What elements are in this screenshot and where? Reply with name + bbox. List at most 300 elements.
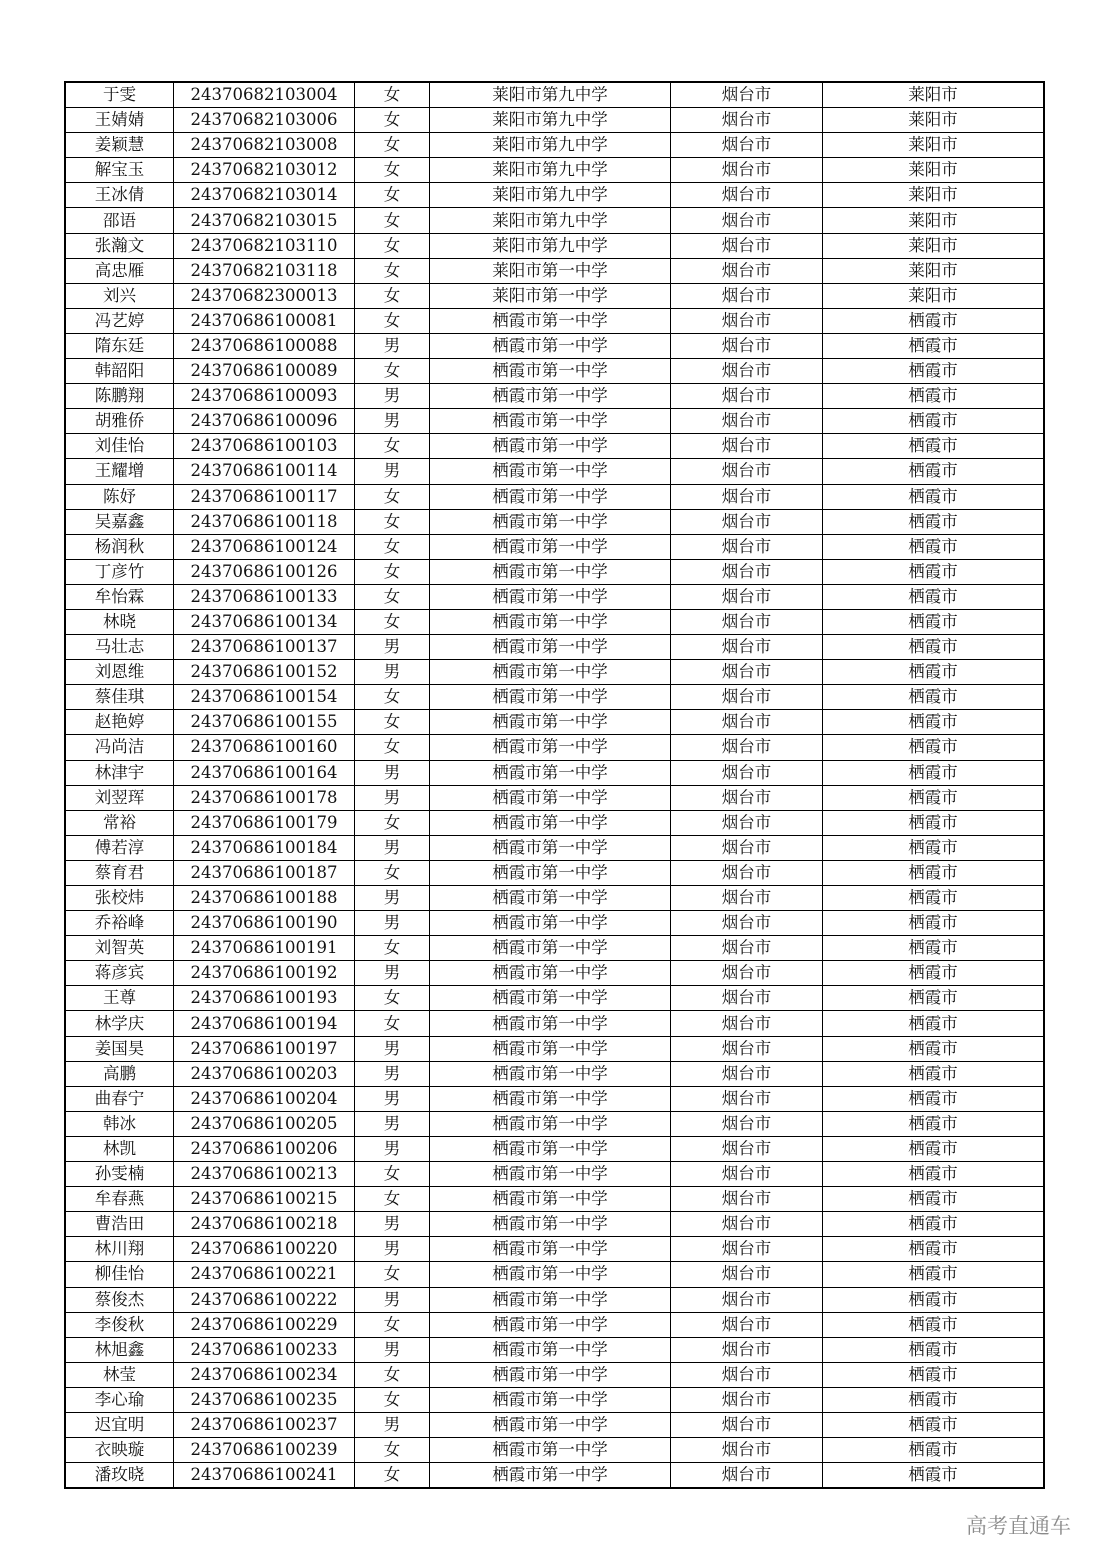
school-cell: 莱阳市第九中学 — [430, 208, 671, 233]
city-cell: 烟台市 — [671, 1362, 823, 1387]
school-cell: 栖霞市第一中学 — [430, 710, 671, 735]
student-id-cell: 24370686100187 — [174, 860, 355, 885]
gender-cell: 男 — [355, 384, 430, 409]
student-id-cell: 24370686100235 — [174, 1387, 355, 1412]
table-row — [65, 1111, 1044, 1136]
county-cell: 栖霞市 — [823, 359, 1045, 384]
gender-cell: 女 — [355, 1011, 430, 1036]
school-cell: 莱阳市第九中学 — [430, 233, 671, 258]
city-cell: 烟台市 — [671, 158, 823, 183]
gender-cell: 女 — [355, 1262, 430, 1287]
table-row — [65, 1463, 1044, 1489]
school-cell: 莱阳市第九中学 — [430, 108, 671, 133]
school-cell: 栖霞市第一中学 — [430, 1362, 671, 1387]
gender-cell: 男 — [355, 333, 430, 358]
student-id-cell: 24370686100197 — [174, 1036, 355, 1061]
student-name-cell: 林津宇 — [65, 760, 174, 785]
student-name-cell: 常裕 — [65, 810, 174, 835]
table-row — [65, 459, 1044, 484]
county-cell: 栖霞市 — [823, 1387, 1045, 1412]
student-name-cell: 林晓 — [65, 609, 174, 634]
school-cell: 栖霞市第一中学 — [430, 860, 671, 885]
table-row — [65, 835, 1044, 860]
county-cell: 栖霞市 — [823, 1136, 1045, 1161]
city-cell: 烟台市 — [671, 635, 823, 660]
gender-cell: 男 — [355, 1061, 430, 1086]
city-cell: 烟台市 — [671, 1463, 823, 1489]
county-cell: 栖霞市 — [823, 1463, 1045, 1489]
gender-cell: 女 — [355, 82, 430, 108]
county-cell: 莱阳市 — [823, 208, 1045, 233]
county-cell: 栖霞市 — [823, 760, 1045, 785]
student-id-cell: 24370686100204 — [174, 1086, 355, 1111]
roster-body — [65, 82, 1044, 1488]
table-row — [65, 1136, 1044, 1161]
school-cell: 栖霞市第一中学 — [430, 911, 671, 936]
school-cell: 栖霞市第一中学 — [430, 609, 671, 634]
gender-cell: 女 — [355, 133, 430, 158]
table-row — [65, 233, 1044, 258]
student-id-cell: 24370686100088 — [174, 333, 355, 358]
city-cell: 烟台市 — [671, 1262, 823, 1287]
table-row — [65, 584, 1044, 609]
student-name-cell: 曹浩田 — [65, 1212, 174, 1237]
student-name-cell: 蒋彦宾 — [65, 961, 174, 986]
student-id-cell: 24370686100222 — [174, 1287, 355, 1312]
county-cell: 栖霞市 — [823, 835, 1045, 860]
city-cell: 烟台市 — [671, 133, 823, 158]
county-cell: 莱阳市 — [823, 233, 1045, 258]
gender-cell: 女 — [355, 710, 430, 735]
gender-cell: 女 — [355, 1387, 430, 1412]
student-name-cell: 姜颖慧 — [65, 133, 174, 158]
school-cell: 栖霞市第一中学 — [430, 384, 671, 409]
student-name-cell: 李俊秋 — [65, 1312, 174, 1337]
city-cell: 烟台市 — [671, 1312, 823, 1337]
student-name-cell: 张瀚文 — [65, 233, 174, 258]
student-name-cell: 蔡育君 — [65, 860, 174, 885]
county-cell: 栖霞市 — [823, 810, 1045, 835]
city-cell: 烟台市 — [671, 409, 823, 434]
student-id-cell: 24370682300013 — [174, 283, 355, 308]
table-row — [65, 1387, 1044, 1412]
table-row — [65, 1036, 1044, 1061]
school-cell: 栖霞市第一中学 — [430, 1136, 671, 1161]
gender-cell: 女 — [355, 108, 430, 133]
student-name-cell: 李心瑜 — [65, 1387, 174, 1412]
student-name-cell: 丁彦竹 — [65, 559, 174, 584]
student-id-cell: 24370686100178 — [174, 785, 355, 810]
city-cell: 烟台市 — [671, 459, 823, 484]
school-cell: 栖霞市第一中学 — [430, 1111, 671, 1136]
gender-cell: 男 — [355, 1337, 430, 1362]
gender-cell: 男 — [355, 961, 430, 986]
student-name-cell: 于雯 — [65, 82, 174, 108]
school-cell: 栖霞市第一中学 — [430, 961, 671, 986]
gender-cell: 女 — [355, 559, 430, 584]
county-cell: 栖霞市 — [823, 609, 1045, 634]
county-cell: 莱阳市 — [823, 283, 1045, 308]
county-cell: 栖霞市 — [823, 584, 1045, 609]
school-cell: 栖霞市第一中学 — [430, 1412, 671, 1437]
gender-cell: 男 — [355, 409, 430, 434]
county-cell: 栖霞市 — [823, 333, 1045, 358]
student-name-cell: 刘智英 — [65, 936, 174, 961]
gender-cell: 男 — [355, 1136, 430, 1161]
student-id-cell: 24370686100133 — [174, 584, 355, 609]
school-cell: 莱阳市第九中学 — [430, 158, 671, 183]
table-row — [65, 1337, 1044, 1362]
student-name-cell: 邵语 — [65, 208, 174, 233]
school-cell: 栖霞市第一中学 — [430, 1086, 671, 1111]
school-cell: 栖霞市第一中学 — [430, 986, 671, 1011]
gender-cell: 男 — [355, 1036, 430, 1061]
gender-cell: 女 — [355, 283, 430, 308]
student-id-cell: 24370686100152 — [174, 660, 355, 685]
county-cell: 栖霞市 — [823, 1187, 1045, 1212]
student-name-cell: 林旭鑫 — [65, 1337, 174, 1362]
table-row — [65, 1362, 1044, 1387]
county-cell: 莱阳市 — [823, 82, 1045, 108]
student-name-cell: 冯尚洁 — [65, 735, 174, 760]
table-row — [65, 685, 1044, 710]
city-cell: 烟台市 — [671, 735, 823, 760]
gender-cell: 女 — [355, 810, 430, 835]
table-row — [65, 333, 1044, 358]
school-cell: 栖霞市第一中学 — [430, 1036, 671, 1061]
gender-cell: 男 — [355, 886, 430, 911]
gender-cell: 女 — [355, 208, 430, 233]
county-cell: 栖霞市 — [823, 1362, 1045, 1387]
city-cell: 烟台市 — [671, 961, 823, 986]
gender-cell: 女 — [355, 359, 430, 384]
county-cell: 栖霞市 — [823, 886, 1045, 911]
student-id-cell: 24370686100233 — [174, 1337, 355, 1362]
student-name-cell: 王尊 — [65, 986, 174, 1011]
county-cell: 莱阳市 — [823, 158, 1045, 183]
gender-cell: 女 — [355, 1362, 430, 1387]
school-cell: 栖霞市第一中学 — [430, 333, 671, 358]
table-row — [65, 283, 1044, 308]
county-cell: 栖霞市 — [823, 1412, 1045, 1437]
student-name-cell: 迟宜明 — [65, 1412, 174, 1437]
city-cell: 烟台市 — [671, 509, 823, 534]
school-cell: 栖霞市第一中学 — [430, 1463, 671, 1489]
school-cell: 莱阳市第九中学 — [430, 82, 671, 108]
gender-cell: 女 — [355, 986, 430, 1011]
county-cell: 栖霞市 — [823, 459, 1045, 484]
city-cell: 烟台市 — [671, 1111, 823, 1136]
table-row — [65, 534, 1044, 559]
student-name-cell: 蔡俊杰 — [65, 1287, 174, 1312]
table-row — [65, 911, 1044, 936]
gender-cell: 女 — [355, 860, 430, 885]
gender-cell: 女 — [355, 609, 430, 634]
table-row — [65, 961, 1044, 986]
student-id-cell: 24370686100184 — [174, 835, 355, 860]
table-row — [65, 860, 1044, 885]
gender-cell: 男 — [355, 785, 430, 810]
city-cell: 烟台市 — [671, 1287, 823, 1312]
student-name-cell: 高忠雁 — [65, 258, 174, 283]
county-cell: 栖霞市 — [823, 1337, 1045, 1362]
student-id-cell: 24370686100206 — [174, 1136, 355, 1161]
table-row — [65, 1438, 1044, 1463]
city-cell: 烟台市 — [671, 1086, 823, 1111]
gender-cell: 男 — [355, 911, 430, 936]
city-cell: 烟台市 — [671, 685, 823, 710]
county-cell: 栖霞市 — [823, 1086, 1045, 1111]
city-cell: 烟台市 — [671, 1438, 823, 1463]
student-id-cell: 24370686100229 — [174, 1312, 355, 1337]
table-row — [65, 82, 1044, 108]
gender-cell: 女 — [355, 183, 430, 208]
table-row — [65, 384, 1044, 409]
county-cell: 栖霞市 — [823, 710, 1045, 735]
county-cell: 栖霞市 — [823, 785, 1045, 810]
county-cell: 栖霞市 — [823, 1011, 1045, 1036]
school-cell: 莱阳市第九中学 — [430, 183, 671, 208]
watermark-text: 高考直通车 — [966, 1514, 1071, 1538]
student-id-cell: 24370686100215 — [174, 1187, 355, 1212]
student-name-cell: 解宝玉 — [65, 158, 174, 183]
student-id-cell: 24370682103110 — [174, 233, 355, 258]
student-id-cell: 24370686100134 — [174, 609, 355, 634]
county-cell: 莱阳市 — [823, 183, 1045, 208]
city-cell: 烟台市 — [671, 1387, 823, 1412]
school-cell: 栖霞市第一中学 — [430, 534, 671, 559]
school-cell: 栖霞市第一中学 — [430, 760, 671, 785]
student-name-cell: 杨润秋 — [65, 534, 174, 559]
student-id-cell: 24370686100081 — [174, 308, 355, 333]
table-row — [65, 1412, 1044, 1437]
county-cell: 莱阳市 — [823, 108, 1045, 133]
student-name-cell: 牟怡霖 — [65, 584, 174, 609]
student-name-cell: 张校炜 — [65, 886, 174, 911]
gender-cell: 女 — [355, 484, 430, 509]
city-cell: 烟台市 — [671, 82, 823, 108]
student-id-cell: 24370686100089 — [174, 359, 355, 384]
table-row — [65, 1162, 1044, 1187]
gender-cell: 男 — [355, 459, 430, 484]
student-id-cell: 24370686100191 — [174, 936, 355, 961]
county-cell: 莱阳市 — [823, 258, 1045, 283]
city-cell: 烟台市 — [671, 584, 823, 609]
county-cell: 栖霞市 — [823, 1262, 1045, 1287]
county-cell: 栖霞市 — [823, 1162, 1045, 1187]
student-id-cell: 24370686100124 — [174, 534, 355, 559]
student-name-cell: 陈鹏翔 — [65, 384, 174, 409]
table-row — [65, 1262, 1044, 1287]
county-cell: 栖霞市 — [823, 409, 1045, 434]
school-cell: 栖霞市第一中学 — [430, 735, 671, 760]
gender-cell: 女 — [355, 584, 430, 609]
city-cell: 烟台市 — [671, 785, 823, 810]
gender-cell: 女 — [355, 1463, 430, 1489]
table-row — [65, 660, 1044, 685]
table-row — [65, 710, 1044, 735]
table-row — [65, 308, 1044, 333]
table-row — [65, 810, 1044, 835]
city-cell: 烟台市 — [671, 183, 823, 208]
student-id-cell: 24370686100194 — [174, 1011, 355, 1036]
county-cell: 栖霞市 — [823, 735, 1045, 760]
student-id-cell: 24370686100190 — [174, 911, 355, 936]
table-row — [65, 1011, 1044, 1036]
gender-cell: 女 — [355, 233, 430, 258]
county-cell: 栖霞市 — [823, 308, 1045, 333]
gender-cell: 女 — [355, 685, 430, 710]
school-cell: 栖霞市第一中学 — [430, 1438, 671, 1463]
student-name-cell: 冯艺婷 — [65, 308, 174, 333]
school-cell: 栖霞市第一中学 — [430, 835, 671, 860]
table-row — [65, 484, 1044, 509]
county-cell: 栖霞市 — [823, 559, 1045, 584]
city-cell: 烟台市 — [671, 1061, 823, 1086]
table-row — [65, 108, 1044, 133]
city-cell: 烟台市 — [671, 208, 823, 233]
table-row — [65, 635, 1044, 660]
city-cell: 烟台市 — [671, 911, 823, 936]
city-cell: 烟台市 — [671, 434, 823, 459]
table-row — [65, 258, 1044, 283]
student-id-cell: 24370686100179 — [174, 810, 355, 835]
gender-cell: 男 — [355, 1237, 430, 1262]
gender-cell: 女 — [355, 1187, 430, 1212]
city-cell: 烟台市 — [671, 835, 823, 860]
gender-cell: 女 — [355, 158, 430, 183]
student-name-cell: 韩韶阳 — [65, 359, 174, 384]
student-id-cell: 24370686100137 — [174, 635, 355, 660]
school-cell: 栖霞市第一中学 — [430, 1287, 671, 1312]
gender-cell: 女 — [355, 936, 430, 961]
county-cell: 栖霞市 — [823, 685, 1045, 710]
student-id-cell: 24370686100203 — [174, 1061, 355, 1086]
county-cell: 栖霞市 — [823, 1212, 1045, 1237]
city-cell: 烟台市 — [671, 710, 823, 735]
table-row — [65, 1187, 1044, 1212]
table-row — [65, 785, 1044, 810]
gender-cell: 男 — [355, 1412, 430, 1437]
table-row — [65, 760, 1044, 785]
city-cell: 烟台市 — [671, 108, 823, 133]
county-cell: 栖霞市 — [823, 1237, 1045, 1262]
table-row — [65, 434, 1044, 459]
student-id-cell: 24370686100220 — [174, 1237, 355, 1262]
student-name-cell: 陈妤 — [65, 484, 174, 509]
gender-cell: 女 — [355, 1438, 430, 1463]
student-id-cell: 24370686100160 — [174, 735, 355, 760]
school-cell: 栖霞市第一中学 — [430, 785, 671, 810]
city-cell: 烟台市 — [671, 1036, 823, 1061]
student-name-cell: 柳佳怡 — [65, 1262, 174, 1287]
student-id-cell: 24370686100239 — [174, 1438, 355, 1463]
city-cell: 烟台市 — [671, 986, 823, 1011]
gender-cell: 女 — [355, 258, 430, 283]
gender-cell: 女 — [355, 534, 430, 559]
student-name-cell: 胡雅侨 — [65, 409, 174, 434]
student-id-cell: 24370682103004 — [174, 82, 355, 108]
school-cell: 莱阳市第一中学 — [430, 258, 671, 283]
student-name-cell: 林川翔 — [65, 1237, 174, 1262]
school-cell: 栖霞市第一中学 — [430, 409, 671, 434]
gender-cell: 男 — [355, 1212, 430, 1237]
student-id-cell: 24370686100093 — [174, 384, 355, 409]
city-cell: 烟台市 — [671, 1237, 823, 1262]
student-id-cell: 24370686100164 — [174, 760, 355, 785]
school-cell: 栖霞市第一中学 — [430, 1237, 671, 1262]
student-id-cell: 24370686100218 — [174, 1212, 355, 1237]
city-cell: 烟台市 — [671, 359, 823, 384]
city-cell: 烟台市 — [671, 810, 823, 835]
county-cell: 栖霞市 — [823, 1287, 1045, 1312]
table-row — [65, 1312, 1044, 1337]
gender-cell: 女 — [355, 1162, 430, 1187]
student-name-cell: 马壮志 — [65, 635, 174, 660]
table-row — [65, 609, 1044, 634]
city-cell: 烟台市 — [671, 886, 823, 911]
gender-cell: 男 — [355, 660, 430, 685]
student-id-cell: 24370686100192 — [174, 961, 355, 986]
student-id-cell: 24370682103015 — [174, 208, 355, 233]
county-cell: 栖霞市 — [823, 1111, 1045, 1136]
student-id-cell: 24370682103118 — [174, 258, 355, 283]
school-cell: 栖霞市第一中学 — [430, 886, 671, 911]
student-name-cell: 韩冰 — [65, 1111, 174, 1136]
school-cell: 莱阳市第一中学 — [430, 283, 671, 308]
county-cell: 栖霞市 — [823, 434, 1045, 459]
table-row — [65, 183, 1044, 208]
county-cell: 栖霞市 — [823, 936, 1045, 961]
student-name-cell: 曲春宁 — [65, 1086, 174, 1111]
table-row — [65, 1237, 1044, 1262]
school-cell: 栖霞市第一中学 — [430, 1387, 671, 1412]
student-name-cell: 潘玫晓 — [65, 1463, 174, 1489]
student-name-cell: 王冰倩 — [65, 183, 174, 208]
gender-cell: 男 — [355, 1086, 430, 1111]
table-row — [65, 1061, 1044, 1086]
table-row — [65, 986, 1044, 1011]
county-cell: 栖霞市 — [823, 860, 1045, 885]
student-name-cell: 林学庆 — [65, 1011, 174, 1036]
student-id-cell: 24370686100241 — [174, 1463, 355, 1489]
county-cell: 栖霞市 — [823, 1438, 1045, 1463]
school-cell: 栖霞市第一中学 — [430, 635, 671, 660]
student-id-cell: 24370682103014 — [174, 183, 355, 208]
student-name-cell: 刘恩维 — [65, 660, 174, 685]
student-name-cell: 蔡佳琪 — [65, 685, 174, 710]
school-cell: 栖霞市第一中学 — [430, 434, 671, 459]
county-cell: 栖霞市 — [823, 509, 1045, 534]
table-row — [65, 735, 1044, 760]
school-cell: 栖霞市第一中学 — [430, 1212, 671, 1237]
city-cell: 烟台市 — [671, 760, 823, 785]
city-cell: 烟台市 — [671, 534, 823, 559]
student-id-cell: 24370686100154 — [174, 685, 355, 710]
school-cell: 栖霞市第一中学 — [430, 584, 671, 609]
table-row — [65, 208, 1044, 233]
table-row — [65, 1287, 1044, 1312]
county-cell: 栖霞市 — [823, 635, 1045, 660]
city-cell: 烟台市 — [671, 1212, 823, 1237]
city-cell: 烟台市 — [671, 283, 823, 308]
school-cell: 栖霞市第一中学 — [430, 484, 671, 509]
gender-cell: 女 — [355, 434, 430, 459]
student-name-cell: 刘佳怡 — [65, 434, 174, 459]
school-cell: 栖霞市第一中学 — [430, 1312, 671, 1337]
table-row — [65, 509, 1044, 534]
table-row — [65, 359, 1044, 384]
